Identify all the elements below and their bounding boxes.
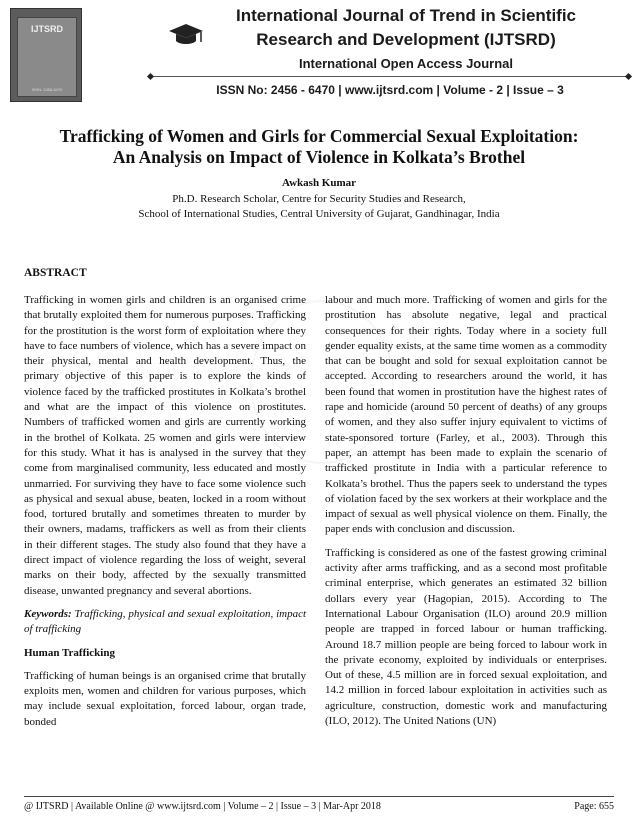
- issn-info: ISSN No: 2456 - 6470 | www.ijtsrd.com | Volume - 2 | Issue – 3: [216, 83, 564, 97]
- keywords-text: Trafficking, physical and sexual exploitation, impact of trafficking: [24, 607, 307, 636]
- title-line-2: An Analysis on Impact of Violence in Kolkata’s Brothel: [112, 147, 526, 167]
- abstract-heading: ABSTRACT: [24, 267, 87, 279]
- journal-cover-image: [10, 8, 82, 102]
- page-number: Page: 655: [574, 801, 614, 812]
- journal-access: International Open Access Journal: [298, 56, 514, 71]
- footer-citation: @ IJTSRD | Available Online @ www.ijtsrd.com | Volume – 2 | Issue – 3 | Mar-Apr 2018: [24, 801, 381, 812]
- left-column: [24, 293, 306, 738]
- journal-name-abbrev: Research and Development (IJTSRD): [256, 30, 556, 49]
- divider-dot-left: [147, 73, 154, 80]
- affiliation-line-2: School of International Studies, Central University of Gujarat, Gandhinagar, India: [138, 208, 500, 220]
- keywords: [24, 607, 306, 638]
- header-divider: [150, 76, 630, 77]
- page-footer: [24, 801, 614, 812]
- author-name: Awkash Kumar: [281, 177, 357, 189]
- section-paragraph: Trafficking of human beings is an organised crime that brutally exploits men, women and children for various purposes, which may include sexual exploitation, forced labour, organ trade, bonded: [24, 669, 306, 728]
- footer-divider: [24, 796, 614, 797]
- divider-dot-right: [625, 73, 632, 80]
- title-line-1: Trafficking of Women and Girls for Commercial Sexual Exploitation:: [59, 126, 579, 146]
- paper-title: [20, 126, 618, 168]
- journal-name: International Journal of Trend in Scientific: [235, 6, 577, 25]
- keywords-label: Keywords:: [24, 607, 72, 620]
- body-paragraph-2: Trafficking is considered as one of the fastest growing criminal activity after arms trafficking, and as a second most profitable criminal enterprise, which generates an estimated 32 billion dollars every year (Hagopian, 2015). According to The International Labour Organisation (ILO) around 20.9 million people are trapped in forced labour or human trafficking. Around 18.7 million people are being forced to labour work in the private economy, exploited by individuals or enterprises. Out of these, 4.5 million are in forced sexual exploitation, and 14.2 million in forced labour exploitation in activities such as agriculture, construction, domestic work and manufacturing (ILO, 2012). The United Nations (UN): [325, 546, 607, 728]
- cover-title: IJTSRD: [30, 24, 63, 34]
- section-heading: Human Trafficking: [24, 646, 115, 659]
- journal-header: [0, 0, 638, 112]
- right-column: [325, 293, 607, 737]
- affiliation-line-1: Ph.D. Research Scholar, Centre for Security Studies and Research,: [172, 193, 466, 205]
- abstract-text: Trafficking in women girls and children is an organised crime that brutally exploited them for numerous purposes. Trafficking for the prostitution is the worst form of exploitation where they have to face numbers of violence, which has a severe impact on their physical, mental and health development. Thus, the primary objective of this paper is to explore the kinds of violence faced by the trafficked prostitutes in Kolkata’s brothel and what are the impact of this violence on prostitutes. Numbers of trafficked women and girls are currently working in the brothel of Kolkata. 25 women and girls were interview for this study. What it has is analysed in the survey that they come from marginalised community, less educated and mostly unmarried. For surviving they have to face some violence such as physical and sexual abuse, beaten, locked in a room without food, tortured brutally and sometimes threaten to murder by their owners, madams, traffickers as well as from their clients in their different stages. The study also found that they have a direct impact of violence regarding the loss of weight, several marks on their body, affected by the sexually transmitted disease, unwanted pregnancy and several abortions.: [24, 294, 306, 597]
- cover-issn: ISSN: 2456-6470: [31, 87, 63, 92]
- body-paragraph-1: labour and much more. Trafficking of women and girls for the prostitution has absolute negative, legal and practical consequences for their rights. Today where in a society full gender equality exists, at the same time women as a commodity that can be bought and sold for sexual exploitation cannot be accepted. According to researchers around the world, it has been found that women in prostitution have the highest rates of rape and homicide (around 50 percent of deaths) of any groups of women, and they also suffer injury equivalent to victims of state-sponsored torture (Farley, et al., 2003). Through this paper, an attempt has been made to explain the scenario of trafficked prostitute in India with a particular reference to Kolkata’s brothel. Thus the papers seek to understand the types of violation faced by the sex workers at their workplace and the impact of sexual as well physical violence on them. Finally, the paper ends with conclusion and discussion.: [325, 294, 607, 536]
